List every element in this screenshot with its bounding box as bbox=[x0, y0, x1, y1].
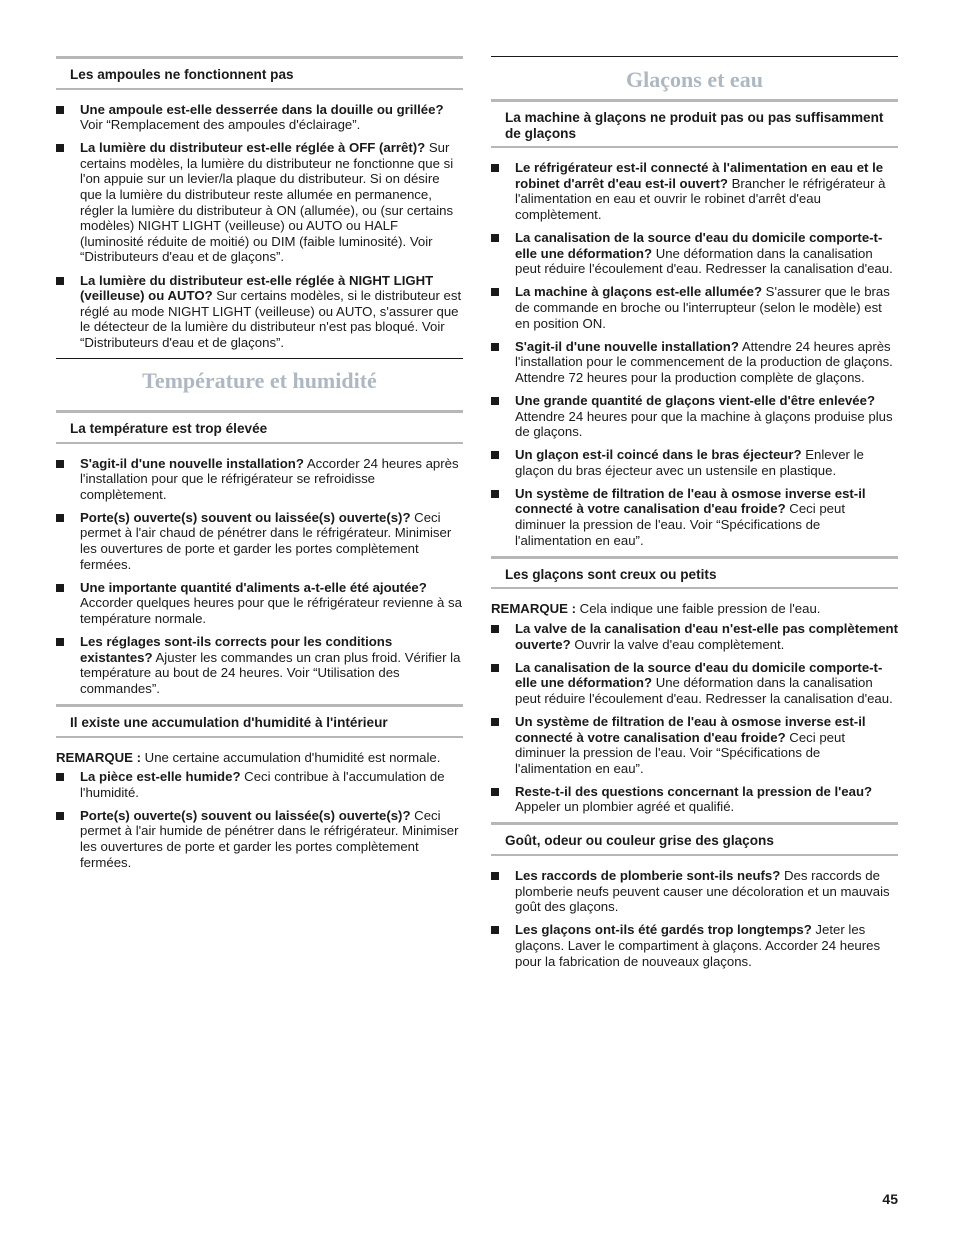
list-item: Les réglages sont-ils corrects pour les conditions existantes? Ajuster les commandes un cran plus froid. Vérifier la température au bout de 24 heures. Voir “Utilisation des commandes”. bbox=[56, 634, 463, 696]
list-item: Un glaçon est-il coincé dans le bras éjecteur? Enlever le glaçon du bras éjecteur avec un ustensile en plastique. bbox=[491, 447, 898, 478]
no-ice-list bbox=[491, 160, 898, 548]
list-item: Porte(s) ouverte(s) souvent ou laissée(s) ouverte(s)? Ceci permet à l'air humide de pénétrer dans le réfrigérateur. Minimiser les ouvertures de porte et garder les portes complètement fermées. bbox=[56, 808, 463, 870]
taste-odor-list bbox=[491, 868, 898, 969]
list-item: S'agit-il d'une nouvelle installation? Accorder 24 heures après l'installation pour que le réfrigérateur se refroidisse complètement. bbox=[56, 456, 463, 503]
list-item: Le réfrigérateur est-il connecté à l'alimentation en eau et le robinet d'arrêt d'eau est-il ouvert? Brancher le réfrigérateur à l'alimentation en eau et ouvrir le robinet d'arrêt d'eau complètement. bbox=[491, 160, 898, 222]
bulbs-list bbox=[56, 102, 463, 351]
humidity-list bbox=[56, 769, 463, 870]
humidity-note: REMARQUE : Une certaine accumulation d'humidité est normale. bbox=[56, 749, 441, 765]
subheading-bulbs: Les ampoules ne fonctionnent pas bbox=[56, 56, 463, 90]
list-item: Une importante quantité d'aliments a-t-elle été ajoutée? Accorder quelques heures pour que le réfrigérateur revienne à sa température normale. bbox=[56, 580, 463, 627]
list-item: La canalisation de la source d'eau du domicile comporte-t-elle une déformation? Une déformation dans la canalisation peut réduire l'écoulement d'eau. Redresser la canalisation d'eau. bbox=[491, 230, 898, 277]
right-column bbox=[491, 56, 898, 977]
list-item: Les raccords de plomberie sont-ils neufs? Des raccords de plomberie neufs peuvent causer une décoloration et un mauvais goût des glaçons. bbox=[491, 868, 898, 915]
left-column bbox=[56, 56, 463, 878]
list-item: Reste-t-il des questions concernant la pression de l'eau? Appeler un plombier agréé et qualifié. bbox=[491, 784, 898, 815]
subheading-taste-odor: Goût, odeur ou couleur grise des glaçons bbox=[491, 822, 898, 856]
subheading-temperature-high: La température est trop élevée bbox=[56, 410, 463, 444]
list-item: La pièce est-elle humide? Ceci contribue à l'accumulation de l'humidité. bbox=[56, 769, 463, 800]
subheading-no-ice: La machine à glaçons ne produit pas ou pas suffisamment de glaçons bbox=[491, 99, 898, 148]
list-item: Un système de filtration de l'eau à osmose inverse est-il connecté à votre canalisation d'eau froide? Ceci peut diminuer la pression de l'eau. Voir “Spécifications de l'alimentation en eau”. bbox=[491, 714, 898, 776]
list-item: Porte(s) ouverte(s) souvent ou laissée(s) ouverte(s)? Ceci permet à l'air chaud de pénétrer dans le réfrigérateur. Minimiser les ouvertures de porte et garder les portes complètement fermées. bbox=[56, 510, 463, 572]
section-title-temperature: Température et humidité bbox=[56, 358, 463, 400]
list-item: S'agit-il d'une nouvelle installation? Attendre 24 heures après l'installation pour le commencement de la production de glaçons. Attendre 72 heures pour la production complète de glaçons. bbox=[491, 339, 898, 386]
list-item: Un système de filtration de l'eau à osmose inverse est-il connecté à votre canalisation d'eau froide? Ceci peut diminuer la pression de l'eau. Voir “Spécifications de l'alimentation en eau”. bbox=[491, 486, 898, 548]
list-item: La valve de la canalisation d'eau n'est-elle pas complètement ouverte? Ouvrir la valve d'eau complètement. bbox=[491, 621, 898, 652]
temperature-list bbox=[56, 456, 463, 697]
subheading-hollow-ice: Les glaçons sont creux ou petits bbox=[491, 556, 898, 590]
page-number: 45 bbox=[882, 1191, 898, 1207]
hollow-ice-list bbox=[491, 621, 898, 815]
list-item: La machine à glaçons est-elle allumée? S'assurer que le bras de commande en broche ou l'interrupteur (selon le modèle) est en position ON. bbox=[491, 284, 898, 331]
list-item: Une ampoule est-elle desserrée dans la douille ou grillée? Voir “Remplacement des ampoules d'éclairage”. bbox=[56, 102, 463, 133]
list-item: Les glaçons ont-ils été gardés trop longtemps? Jeter les glaçons. Laver le compartiment à glaçons. Accorder 24 heures pour la fabrication de nouveaux glaçons. bbox=[491, 922, 898, 969]
list-item: La lumière du distributeur est-elle réglée à OFF (arrêt)? Sur certains modèles, la lumière du distributeur ne fonctionne que si l'on appuie sur un levier/la plaque du distributeur. Si on désire que la lumière du distributeur reste allumée en permanence, régler la lumière du distributeur à ON (allumée), ou (sur certains modèles) NIGHT LIGHT (veilleuse) ou AUTO ou HALF (luminosité réduite de moitié) ou DIM (faible luminosité). Voir “Distributeurs d'eau et de glaçons”. bbox=[56, 140, 463, 265]
list-item: Une grande quantité de glaçons vient-elle d'être enlevée? Attendre 24 heures pour que la machine à glaçons produise plus de glaçons. bbox=[491, 393, 898, 440]
list-item: La canalisation de la source d'eau du domicile comporte-t-elle une déformation? Une déformation dans la canalisation peut réduire l'écoulement d'eau. Redresser la canalisation d'eau. bbox=[491, 660, 898, 707]
section-title-ice-water: Glaçons et eau bbox=[491, 56, 898, 99]
hollow-ice-note: REMARQUE : Cela indique une faible pression de l'eau. bbox=[491, 601, 821, 617]
subheading-humidity: Il existe une accumulation d'humidité à l'intérieur bbox=[56, 704, 463, 738]
list-item: La lumière du distributeur est-elle réglée à NIGHT LIGHT (veilleuse) ou AUTO? Sur certains modèles, si le distributeur est réglé au mode NIGHT LIGHT (veilleuse) ou AUTO, s'assurer que le détecteur de la lumière du distributeur n'est pas bloqué. Voir “Distributeurs d'eau et de glaçons”. bbox=[56, 273, 463, 351]
